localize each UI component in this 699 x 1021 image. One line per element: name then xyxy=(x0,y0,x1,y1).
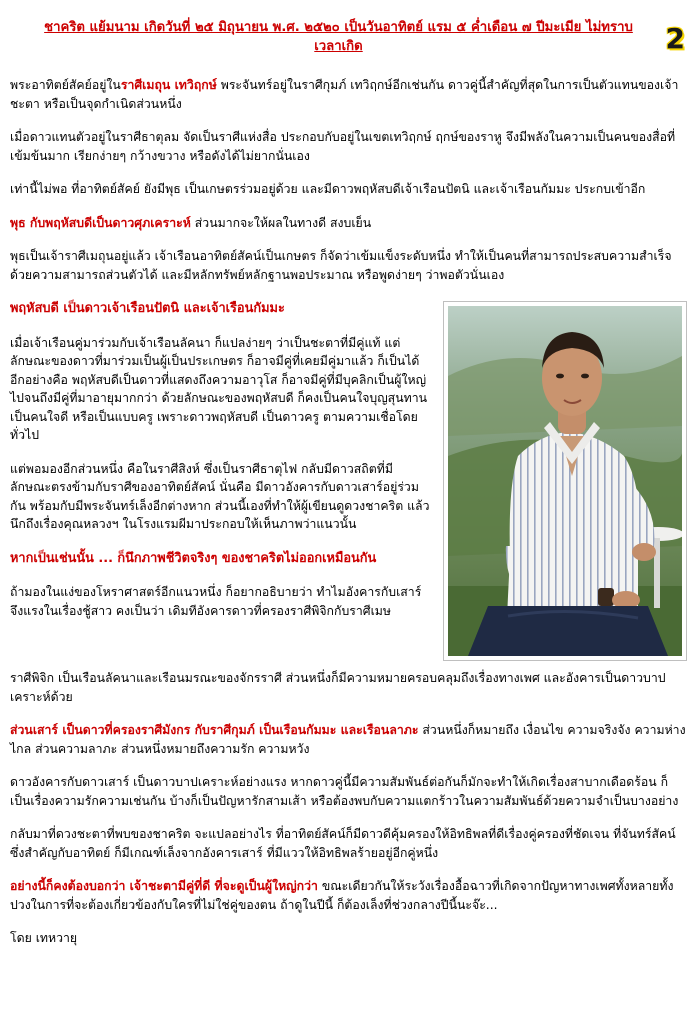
portrait-photo-image xyxy=(448,306,682,656)
paragraph-1-body: พระจันทร์อยู่ในราศีกุมภ์ เทวิฤกษ์อีกเช่นกัน ดาวคู่นี้สำคัญที่สุดในการเป็นตัวแทนของเจ้าชะตา หรือเป็นจุดกำเนิดส่วนหนึ่ง xyxy=(10,78,679,111)
paragraph-8: ถ้ามองในแง่ของโหราศาสตร์อีกแนวหนึ่ง ก็อยากอธิบายว่า ทำไมอังคารกับเสาร์จึงแรงในเรื่องชู้สาว คงเป็นว่า เดิมทีอังคารดาวที่ครองราศีพิจิกกับราศีเมษ xyxy=(10,585,422,618)
author-byline: โดย เทหวายุ xyxy=(10,931,78,945)
paragraph-4 xyxy=(10,214,687,233)
paragraph-6: เมื่อเจ้าเรือนคู่มาร่วมกับเจ้าเรือนลัคนา ก็แปลง่ายๆ ว่าเป็นชะตาที่มีคู่แท้ แต่ลักษณะของดาวที่มาร่วมเป็นผู้เป็นประเกษตร ก็อาจมีคู่ที่เคยมีคู่มาแล้ว ก็เป็นได้ อีกอย่างคือ พฤหัสบดีเป็นดาวที่แสดงถึงความอาวุโส ก็อาจมีคู่ที่มีบุคลิกเป็นผู้ใหญ่ ไปจนถึงมีคู่ที่มาอายุมากกว่า ด้วยลักษณะของพฤหัสบดี ก็คงเป็นคนใจบุญสุนทาน เป็นคนใจดี หรือเป็นแบบครู เพราะดาวพฤหัสบดี เป็นดาวครู ตามความเชื่อโดยทั่วไป xyxy=(10,335,428,442)
subheading-jupiter: พฤหัสบดี เป็นดาวเจ้าเรือนปัตนิ และเจ้าเรือนกัมมะ xyxy=(10,301,285,316)
header xyxy=(10,18,687,56)
paragraph-13 xyxy=(10,877,687,914)
portrait-photo xyxy=(443,301,687,661)
paragraph-10 xyxy=(10,721,687,758)
number-2-badge-icon: 2 xyxy=(665,22,685,55)
highlight-conclusion: อย่างนี้ก็คงต้องบอกว่า เจ้าชะตามีคู่ที่ดี ที่จะดูเป็นผู้ใหญ่กว่า xyxy=(10,879,318,893)
paragraph-7: แต่พอมองอีกส่วนหนึ่ง คือในราศีสิงห์ ซึ่งเป็นราศีธาตุไฟ กลับมีดาวสถิตที่มีลักษณะตรงข้ามกับราศีของอาทิตย์สัคน์ นั่นคือ มีดาวอังคารกับดาวเสาร์อยู่ร่วมกัน พร้อมกับมีพระจันทร์เล็งอีกต่างหาก ส่วนนี้เองที่ทำให้ผู้เขียนดูดวงชาคริต แล้วนึกถึงเรื่องคุณหลวงฯ ในโรงแรมผีมาประกอบให้เห็นภาพว่าแนวนั้น xyxy=(10,461,430,531)
paragraph-9: ราศีพิจิก เป็นเรือนลัคนาและเรือนมรณะของจักรราศี ส่วนหนึ่งก็มีความหมายครอบคลุมถึงเรื่องทางเพศ และอังคารเป็นดาวบาปเคราะห์ด้วย xyxy=(10,671,666,704)
paragraph-11: ดาวอังคารกับดาวเสาร์ เป็นดาวบาปเคราะห์อย่างแรง หากดาวคู่นี้มีความสัมพันธ์ต่อกันก็มักจะทำให้เกิดเรื่องสาบากเดือดร้อน ก็เป็นเรื่องความรักความเช่นกัน บ้างก็เป็นปัญหารักสามเส้า หรือต้องพบกับความแตกร้าวในความสัมพันธ์ด้วยความจำเป็นบางอย่าง xyxy=(10,775,679,808)
highlight-sign-gemini: ราศีเมถุน เทวิฤกษ์ xyxy=(120,78,217,92)
paragraph-13-body: ขณะเดียวกันให้ระวังเรื่องอื้อฉาวที่เกิดจากปัญหาทางเพศทั้งหลายทั้งปวงในการที่จะต้องเกี่ยวข้องกับใครที่ไม่ใช่คู่ของตน ถ้าดูในปีนี้ ก็ต้องเล็งที่ช่วงกลางปีนี้นะจ๊ะ... xyxy=(10,879,674,912)
paragraph-1 xyxy=(10,76,687,113)
subheading-if-so: หากเป็นเช่นนั้น ... ก็นึกภาพชีวิตจริงๆ ของชาคริตไม่ออกเหมือนกัน xyxy=(10,550,377,566)
paragraph-12: กลับมาที่ดวงชะตาที่พบของชาคริต จะแปลอย่างไร ที่อาทิตย์สัคน์ก็มีดาวดีคุ้มครองให้อิทธิพลที่ดีเรื่องคู่ครองที่ชัดเจน ที่จันทร์สัคน์ซึ่งสำคัญกับอาทิตย์ ก็มีเกณฑ์เล็งจากอังคารเสาร์ ที่มีแววให้อิทธิพลร้ายอยู่อีกคู่หนึ่ง xyxy=(10,827,676,860)
paragraph-2: เมื่อดาวแทนตัวอยู่ในราศีธาตุลม จัดเป็นราศีแห่งสื่อ ประกอบกับอยู่ในเขตเทวิฤกษ์ ฤกษ์ของราหู จึงมีพลังในความเป็นคนของสื่อที่เข้มข้นมาก เรียกง่ายๆ กว้างขวาง หรือดังได้ไม่ยากนั่นเอง xyxy=(10,130,676,163)
paragraph-10-body: ส่วนหนึ่งก็หมายถึง เงื่อนไข ความจริงจัง ความห่างไกล ส่วนความลาภะ ส่วนหนึ่งหมายถึงความรัก ความหวัง xyxy=(10,723,686,756)
paragraph-3: เท่านี้ไม่พอ ที่อาทิตย์สัคย์ ยังมีพุธ เป็นเกษตรร่วมอยู่ด้วย และมีดาวพฤหัสบดีเจ้าเรือนปัตนิ และเจ้าเรือนกัมมะ ประกบเข้าอีก xyxy=(10,182,646,196)
paragraph-4-body: ส่วนมากจะให้ผลในทางดี สงบเย็น xyxy=(190,215,372,230)
highlight-saturn: ส่วนเสาร์ เป็นดาวที่ครองราศีมังกร กับราศีกุมภ์ เป็นเรือนกัมมะ และเรือนลาภะ xyxy=(10,723,419,737)
paragraph-1-lead: พระอาทิตย์สัคย์อยู่ใน xyxy=(10,78,121,92)
paragraph-5: พุธเป็นเจ้าราศีเมถุนอยู่แล้ว เจ้าเรือนอาทิตย์สัคน์เป็นเกษตร ก็จัดว่าเข้มแข็งระดับหนึ่ง ทำให้เป็นคนที่สามารถประสบความสำเร็จด้วยความสามารถส่วนตัวได้ และมีหลักทรัพย์หลักฐานพอประมาณ หรือพูดง่ายๆ ว่าพอตัวนั่นเอง xyxy=(10,249,672,282)
article-title[interactable]: ชาคริต แย้มนาม เกิดวันที่ ๒๕ มิถุนายน พ.ศ. ๒๕๒๐ เป็นวันอาทิตย์ แรม ๕ ค่ำเดือน ๗ ปีมะเมีย ไม่ทราบเวลาเกิด xyxy=(44,20,633,54)
highlight-benefic-planets: พุธ กับพฤหัสบดีเป็นดาวศุภเคราะห์ xyxy=(10,215,191,230)
